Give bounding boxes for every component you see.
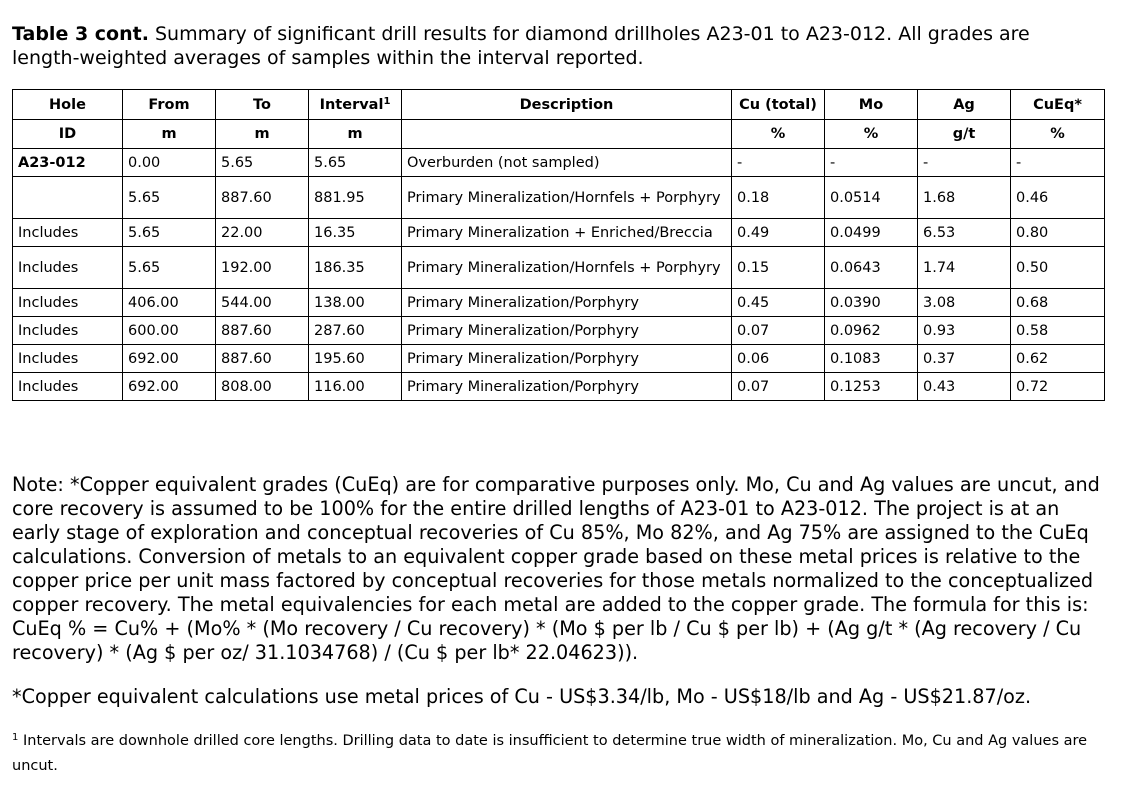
cell-mo: 0.0390 — [825, 289, 918, 317]
cell-cueq: 0.58 — [1011, 317, 1105, 345]
cell-cu: - — [732, 149, 825, 177]
footnote-mark: 1 — [12, 732, 19, 743]
cell-to: 887.60 — [216, 317, 309, 345]
table-row — [13, 345, 1105, 373]
header-interval-footnote-mark: 1 — [383, 95, 391, 107]
table-row — [13, 247, 1105, 289]
cueq-note: Note: *Copper equivalent grades (CuEq) are for comparative purposes only. Mo, Cu and Ag values are uncut, and core recovery is assumed to be 100% for the entire drilled lengths of A23-01 to A23-012. The project is at an early stage of exploration and conceptual recoveries of Cu 85%, Mo 82%, and Ag 75% are assigned to the CuEq calculations. Conversion of metals to an equivalent copper grade based on these metal prices is relative to the copper price per unit mass factored by conceptual recoveries for those metals normalized to the conceptualized copper recovery. The metal equivalencies for each metal are added to the copper grade. The formula for this is: CuEq % = Cu% + (Mo% * (Mo recovery / Cu recovery) * (Mo $ per lb / Cu $ per lb) + (Ag g/t * (Ag recovery / Cu recovery) * (Ag $ per oz/ 31.1034768) / (Cu $ per lb* 22.04623)). — [12, 473, 1100, 664]
cell-ag: 1.68 — [918, 177, 1011, 219]
header-from: From — [123, 90, 216, 120]
header-ag: Ag — [918, 90, 1011, 120]
cell-ag: 0.37 — [918, 345, 1011, 373]
cell-hole: A23-012 — [13, 149, 123, 177]
cell-to: 887.60 — [216, 177, 309, 219]
cell-hole — [13, 177, 123, 219]
drill-results-table — [12, 89, 1105, 401]
cell-hole: Includes — [13, 373, 123, 401]
cell-cueq: - — [1011, 149, 1105, 177]
table-caption — [12, 22, 1102, 70]
cell-mo: 0.0962 — [825, 317, 918, 345]
header-row — [13, 90, 1105, 120]
cell-to: 5.65 — [216, 149, 309, 177]
cell-mo: 0.1083 — [825, 345, 918, 373]
cell-interval: 287.60 — [309, 317, 402, 345]
cell-from: 5.65 — [123, 219, 216, 247]
table-row — [13, 373, 1105, 401]
header-cu-total: Cu (total) — [732, 90, 825, 120]
cell-ag: 3.08 — [918, 289, 1011, 317]
cell-from: 5.65 — [123, 247, 216, 289]
cell-from: 600.00 — [123, 317, 216, 345]
header-description: Description — [402, 90, 732, 120]
cell-to: 808.00 — [216, 373, 309, 401]
metal-prices-note: *Copper equivalent calculations use metal prices of Cu - US$3.34/lb, Mo - US$18/lb and Ag - US$21.87/oz. — [12, 685, 1032, 708]
cell-to: 887.60 — [216, 345, 309, 373]
cell-to: 544.00 — [216, 289, 309, 317]
cell-description: Primary Mineralization + Enriched/Breccia — [402, 219, 732, 247]
cell-description: Overburden (not sampled) — [402, 149, 732, 177]
table-row — [13, 177, 1105, 219]
cell-cu: 0.45 — [732, 289, 825, 317]
cell-interval: 5.65 — [309, 149, 402, 177]
table-row — [13, 289, 1105, 317]
cell-from: 692.00 — [123, 373, 216, 401]
unit-description — [402, 120, 732, 149]
cell-mo: 0.1253 — [825, 373, 918, 401]
cell-ag: 1.74 — [918, 247, 1011, 289]
cell-mo: 0.0514 — [825, 177, 918, 219]
cell-description: Primary Mineralization/Porphyry — [402, 317, 732, 345]
cell-hole: Includes — [13, 317, 123, 345]
cell-description: Primary Mineralization/Porphyry — [402, 289, 732, 317]
header-cueq: CuEq* — [1011, 90, 1105, 120]
header-interval-label: Interval — [319, 96, 384, 113]
cell-interval: 138.00 — [309, 289, 402, 317]
header-mo: Mo — [825, 90, 918, 120]
cell-cu: 0.15 — [732, 247, 825, 289]
cell-mo: 0.0643 — [825, 247, 918, 289]
cell-cueq: 0.46 — [1011, 177, 1105, 219]
cell-ag: 6.53 — [918, 219, 1011, 247]
units-row — [13, 120, 1105, 149]
cell-cueq: 0.50 — [1011, 247, 1105, 289]
unit-cu-total: % — [732, 120, 825, 149]
header-interval — [309, 90, 402, 120]
table-row — [13, 149, 1105, 177]
interval-footnote — [12, 729, 1107, 779]
unit-mo: % — [825, 120, 918, 149]
header-to: To — [216, 90, 309, 120]
cell-from: 5.65 — [123, 177, 216, 219]
unit-ag: g/t — [918, 120, 1011, 149]
unit-hole: ID — [13, 120, 123, 149]
cell-description: Primary Mineralization/Porphyry — [402, 345, 732, 373]
cell-cu: 0.07 — [732, 317, 825, 345]
unit-from: m — [123, 120, 216, 149]
cell-hole: Includes — [13, 345, 123, 373]
cell-cueq: 0.68 — [1011, 289, 1105, 317]
unit-interval: m — [309, 120, 402, 149]
cell-cu: 0.49 — [732, 219, 825, 247]
cell-interval: 16.35 — [309, 219, 402, 247]
cell-cueq: 0.80 — [1011, 219, 1105, 247]
caption-label: Table 3 cont. — [12, 23, 149, 45]
cell-description: Primary Mineralization/Porphyry — [402, 373, 732, 401]
cell-hole: Includes — [13, 219, 123, 247]
cell-mo: - — [825, 149, 918, 177]
table-row — [13, 317, 1105, 345]
cell-mo: 0.0499 — [825, 219, 918, 247]
cell-interval: 186.35 — [309, 247, 402, 289]
cell-to: 22.00 — [216, 219, 309, 247]
cell-from: 692.00 — [123, 345, 216, 373]
cell-from: 0.00 — [123, 149, 216, 177]
cell-interval: 195.60 — [309, 345, 402, 373]
caption-text: Summary of significant drill results for diamond drillholes A23-01 to A23-012. All grades are length-weighted averages of samples within the interval reported. — [12, 23, 1030, 69]
header-hole: Hole — [13, 90, 123, 120]
cell-to: 192.00 — [216, 247, 309, 289]
cell-description: Primary Mineralization/Hornfels + Porphyry — [402, 247, 732, 289]
cell-ag: - — [918, 149, 1011, 177]
cell-cu: 0.06 — [732, 345, 825, 373]
cell-interval: 116.00 — [309, 373, 402, 401]
cell-ag: 0.43 — [918, 373, 1011, 401]
cell-cueq: 0.62 — [1011, 345, 1105, 373]
cell-interval: 881.95 — [309, 177, 402, 219]
cell-hole: Includes — [13, 247, 123, 289]
footnote-text: Intervals are downhole drilled core lengths. Drilling data to date is insufficient to determine true width of mineralization. Mo, Cu and Ag values are uncut. — [12, 733, 1088, 774]
cell-cu: 0.18 — [732, 177, 825, 219]
cell-hole: Includes — [13, 289, 123, 317]
cell-description: Primary Mineralization/Hornfels + Porphyry — [402, 177, 732, 219]
cell-ag: 0.93 — [918, 317, 1011, 345]
unit-to: m — [216, 120, 309, 149]
cell-from: 406.00 — [123, 289, 216, 317]
cell-cueq: 0.72 — [1011, 373, 1105, 401]
cell-cu: 0.07 — [732, 373, 825, 401]
table-row — [13, 219, 1105, 247]
unit-cueq: % — [1011, 120, 1105, 149]
